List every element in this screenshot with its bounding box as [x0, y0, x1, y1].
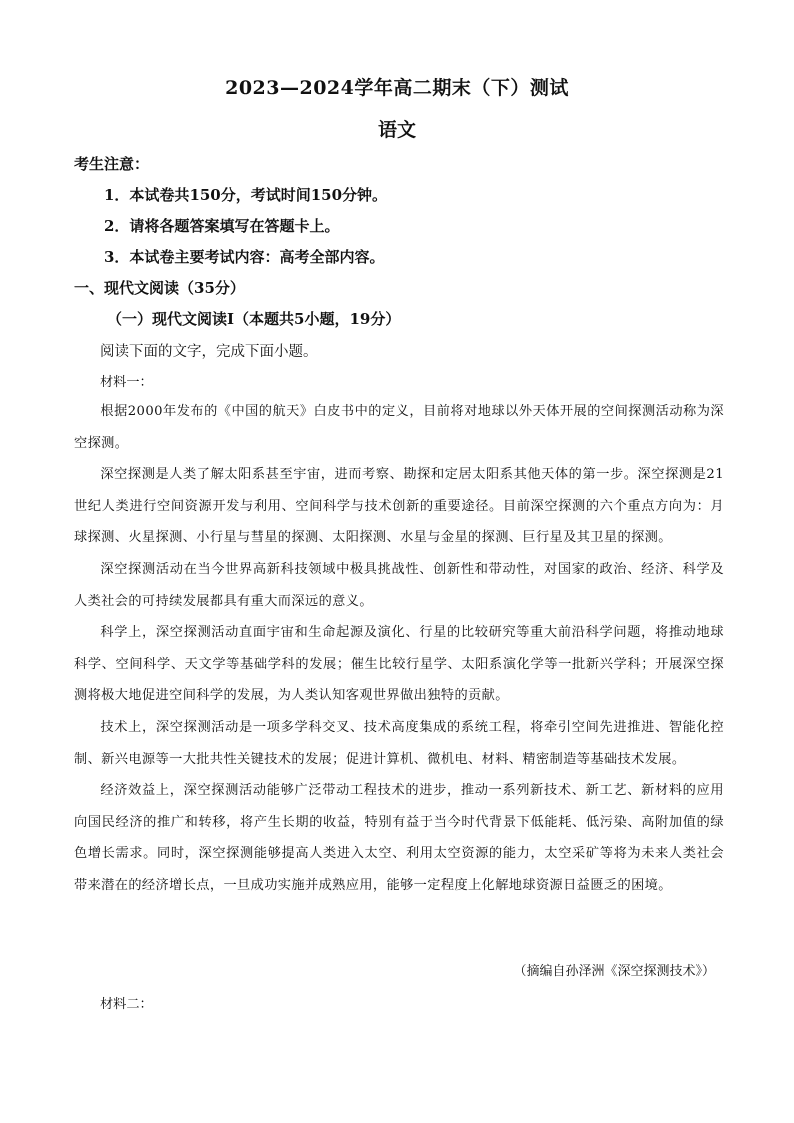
- reading-instruction: 阅读下面的文字，完成下面小题。: [100, 344, 318, 360]
- material1-paragraph: 深空探测是人类了解太阳系甚至宇宙，进而考察、勘探和定居太阳系其他天体的第一步。深空探测是21世纪人类进行空间资源开发与利用、空间科学与技术创新的重要途径。目前深空探测的六个重点方向为：月球探测、火星探测、小行星与彗星的探测、太阳探测、水星与金星的探测、巨行星及其卫星的探测。: [74, 467, 724, 546]
- section-subheading: （一）现代文阅读Ⅰ（本题共5小题，19分）: [107, 310, 401, 328]
- material2-label: 材料二：: [100, 997, 153, 1012]
- material1-paragraph: 根据2000年发布的《中国的航天》白皮书中的定义，目前将对地球以外天体开展的空间探测活动称为深空探测。: [74, 404, 724, 451]
- material1-paragraph: 经济效益上，深空探测活动能够广泛带动工程技术的进步，推动一系列新技术、新工艺、新材料的应用向国民经济的推广和转移，将产生长期的收益，特别有益于当今时代背景下低能耗、低污染、高附加值的绿色增长需求。同时，深空探测能够提高人类进入太空、利用太空资源的能力，太空采矿等将为未来人类社会带来潜在的经济增长点，一旦成功实施并成熟应用，能够一定程度上化解地球资源日益匮乏的困境。: [74, 783, 724, 893]
- section-heading: 一、现代文阅读（35分）: [74, 279, 245, 297]
- material1-paragraph: 深空探测活动在当今世界高新科技领域中极具挑战性、创新性和带动性，对国家的政治、经济、科学及人类社会的可持续发展都具有重大而深远的意义。: [74, 561, 724, 609]
- notice-item-1: 1．本试卷共150分，考试时间150分钟。: [104, 186, 388, 204]
- notice-heading: 考生注意：: [74, 155, 150, 173]
- material1-paragraph: 科学上，深空探测活动直面宇宙和生命起源及演化、行星的比较研究等重大前沿科学问题，将推动地球科学、空间科学、天文学等基础学科的发展；催生比较行星学、太阳系演化学等一批新兴学科；开展深空探测将极大地促进空间科学的发展，为人类认知客观世界做出独特的贡献。: [74, 625, 724, 704]
- notice-item-2: 2．请将各题答案填写在答题卡上。: [104, 217, 340, 235]
- notice-item-3: 3．本试卷主要考试内容：高考全部内容。: [104, 248, 385, 266]
- subject-title: 语文: [377, 119, 416, 141]
- material1-paragraph: 技术上，深空探测活动是一项多学科交叉、技术高度集成的系统工程，将牵引空间先进推进、智能化控制、新兴电源等一大批共性关键技术的发展；促进计算机、微机电、材料、精密制造等基础技术发展。: [74, 719, 724, 767]
- material1-source: （摘编自孙泽洲《深空探测技术》）: [513, 964, 715, 979]
- material1-body: [74, 396, 724, 902]
- exam-title: 2023—2024学年高二期末（下）测试: [225, 77, 569, 99]
- material1-label: 材料一：: [100, 375, 153, 390]
